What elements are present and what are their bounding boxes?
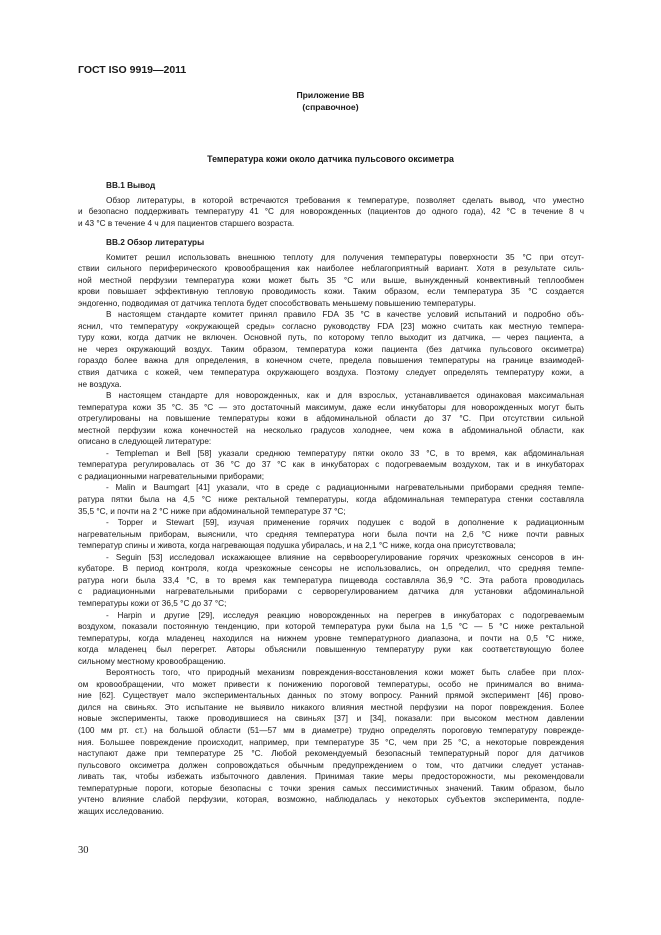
text-line: пульсового оксиметра должен сопровождаться обычным предупреждением о том, что датчики следует устанав- (78, 760, 584, 770)
section-heading: ВВ.2 Обзор литературы (106, 238, 205, 247)
text-line: дился на свиньях. Это испытание не выявило никакого влияния местной перфузии на порог повреждения. Более (78, 702, 584, 712)
text-line: эндогенно, подводимая от датчика теплота будет способствовать меньшему повышению температуры. (78, 298, 476, 308)
list-item-line: ратура ноги была 33,4 °С, в то время как температура пищевода составляла 36,9 °С. Эта работа проводилась (78, 575, 584, 585)
text-line: яснил, что температуру «окружающей среды» согласно руководству FDA [23] можно считать как местную темпера- (78, 321, 584, 331)
text-line: ния. Большее повреждение происходит, например, при температуре 35 °С, чем при 25 °С, а некоторые повреждения (78, 737, 584, 747)
list-item-line: - Harpin и другие [29], исследуя реакцию новорожденных на перегрев в инкубаторах с подогреваемым (106, 610, 584, 620)
list-item-line: - Topper и Stewart [59], изучая применение горячих подушек с водой в дополнение к радиационным (106, 518, 584, 528)
text-line: не воздуха. (78, 379, 122, 389)
appendix-heading (0, 89, 661, 113)
text-line: температурные пороги, которые безопасны с точки зрения самых пессимистичных значений. Таким образом, было (78, 783, 584, 793)
list-item-line: - Malin и Baumgart [41] указали, что в среде с радиационными нагревательными приборами средняя темпе- (106, 483, 584, 493)
text-line: (100 мм рт. ст.) на большой области (51—57 мм в диаметре) трудно определять пороговую температуру поврежде- (78, 725, 584, 735)
text-line: ствия датчика с кожей, чем температура окружающего воздуха. Поэтому следует определять температуру кожи, а (78, 368, 584, 378)
list-item-line: ратура пятки была на 4,5 °С ниже ректальной температуры, когда абдоминальная температура стенки составляла (78, 495, 584, 505)
text-line: крови повышает эффективную тепловую проводимость кожи. Таким образом, если температура 35 °С создается (78, 287, 584, 297)
list-item-line: температуры, когда младенец находился на нижнем уровне температурного диапазона, и почти на 0,5 °С ниже, (78, 633, 584, 643)
section-heading: ВВ.1 Вывод (106, 181, 156, 190)
text-line: новые эксперименты, также проводившиеся на свиньях [37] и [34], показали: при высоком местном давлении (78, 714, 584, 724)
text-line: Комитет решил использовать внешнюю теплоту для получения температуры поверхности 35 °С при отсут- (106, 252, 584, 262)
list-item-line: сильному местному кровообращению. (78, 656, 226, 666)
text-line: ствии сильного периферического кровообращения как наиболее неблагоприятный вариант. Хотя в результате силь- (78, 264, 584, 274)
list-item-line: - Templeman и Bell [58] указали среднюю температуру пятки около 33 °С, в то время, как абдоминальная (106, 448, 584, 458)
list-item-line: нагревательным приборам, выяснили, что средняя температура ноги была почти на 2,6 °С ниже почти равных (78, 529, 584, 539)
appendix-subtitle: (справочное) (302, 102, 359, 112)
text-line: В настоящем стандарте комитет принял правило FDA 35 °С в качестве условий испытаний и подробно объ- (106, 310, 584, 320)
text-line: отрегулированы на повышение температуры кожи в абдоминальной области до 37 °С. При отсутствии сильной (78, 414, 584, 424)
text-line: наступают даже при температуре 25 °С. Любой рекомендуемый безопасный температурный порог для датчиков (78, 749, 584, 759)
text-line: местной перфузии кожа конечностей на несколько градусов холоднее, чем кожа в абдоминальной области, как (78, 425, 584, 435)
text-line: Вероятность того, что природный механизм повреждения-восстановления кожи может быть слабее при плох- (106, 668, 584, 678)
list-item-line: когда младенец был перегрет. Авторы объяснили повышенную температуру руки как соответствующую более (78, 645, 584, 655)
text-line: и 43 °С в течение 4 ч для пациентов старшего возраста. (78, 218, 295, 228)
text-line: В настоящем стандарте для новорожденных, как и для взрослых, устанавливается одинаковая максимальная (106, 391, 584, 401)
text-line: ом кровообращении, что может привести к понижению пороговой температуры, особо не принимался во внима- (78, 679, 584, 689)
list-item-line: - Seguin [53] исследовал искажающее влияние на сервbooрегулирование горячих чрезкожных сенсоров в ин- (106, 552, 584, 562)
list-item-line: температур спины и живота, когда нагревающая подушка убиралась, и на 2,1 °С ниже, когда она присутствовала; (78, 541, 516, 551)
section-conclusion (78, 180, 584, 229)
text-line: описано в следующей литературе: (78, 437, 212, 447)
page-title: Температура кожи около датчика пульсового оксиметра (207, 154, 454, 164)
text-line: температура кожи 35 °С. 35 °С — это достаточный максимум, даже если инкубаторы для новорожденных могут быть (78, 402, 584, 412)
list-item-line: с радиационными нагревательными приборами с сервоpегулированием датчика для установки абдоминальной (78, 587, 584, 597)
section-literature-review (78, 237, 584, 817)
list-item-line: кубаторе. В период контроля, когда чрезкожные сенсоры не использовались, он определил, что средняя темпе- (78, 564, 584, 574)
text-line: не через окружающий воздух. Таким образом, температура кожи пациента (без датчика пульсового оксиметра) (78, 344, 584, 354)
page-number: 30 (78, 845, 89, 856)
text-line: туру кожи, когда датчик не включен. Основной путь, по которому тепло выходит из датчика, — через пациента, а (78, 333, 584, 343)
text-line: ние [62]. Существует мало экспериментальных данных по этому вопросу. Ранний прямой эксперимент [46] прово- (78, 691, 584, 701)
text-line: ливать так, чтобы избежать избыточного давления. Принимая такие меры предосторожности, мы рекомендовали (78, 772, 584, 782)
text-line: жащих исследованию. (78, 806, 164, 816)
text-line: Обзор литературы, в которой встречаются требования к температуре, позволяет сделать вывод, что уместно (106, 195, 584, 205)
text-line: гораздо более важна для определения, в конечном счете, предела повышения температуры на границе взаимодей- (78, 356, 584, 366)
list-item-line: воздухом, показали постоянную тенденцию, при которой температура руки была на 1,5 °С — 5 °С ниже ректальной (78, 622, 584, 632)
text-line: ной местной перфузии температура кожи может быть 35 °С или выше, вынужденный конвективный теплообмен (78, 275, 584, 285)
document-header: ГОСТ ISO 9919—2011 (78, 64, 187, 76)
text-line: учтено влияние слабой перфузии, которая, возможно, наблюдалась у некоторых субъектов эксперимента, подле- (78, 795, 584, 805)
list-item-line: температура регулировалась от 36 °С до 37 °С как в инкубаторах с подогреваемым воздухом, так и в инкубаторах (78, 460, 584, 470)
list-item-line: температуры кожи от 36,5 °С до 37 °С; (78, 598, 227, 608)
appendix-title: Приложение ВВ (296, 90, 365, 100)
list-item-line: 35,5 °С, и почти на 2 °С ниже при абдоминальной температуре 37 °С; (78, 506, 346, 516)
text-line: и безопасно поддерживать температуру 41 °С для новорожденных (пациентов до одного года), 42 °С в течение 8 ч (78, 207, 584, 217)
list-item-line: с радиационными нагревательными приборами; (78, 471, 265, 481)
